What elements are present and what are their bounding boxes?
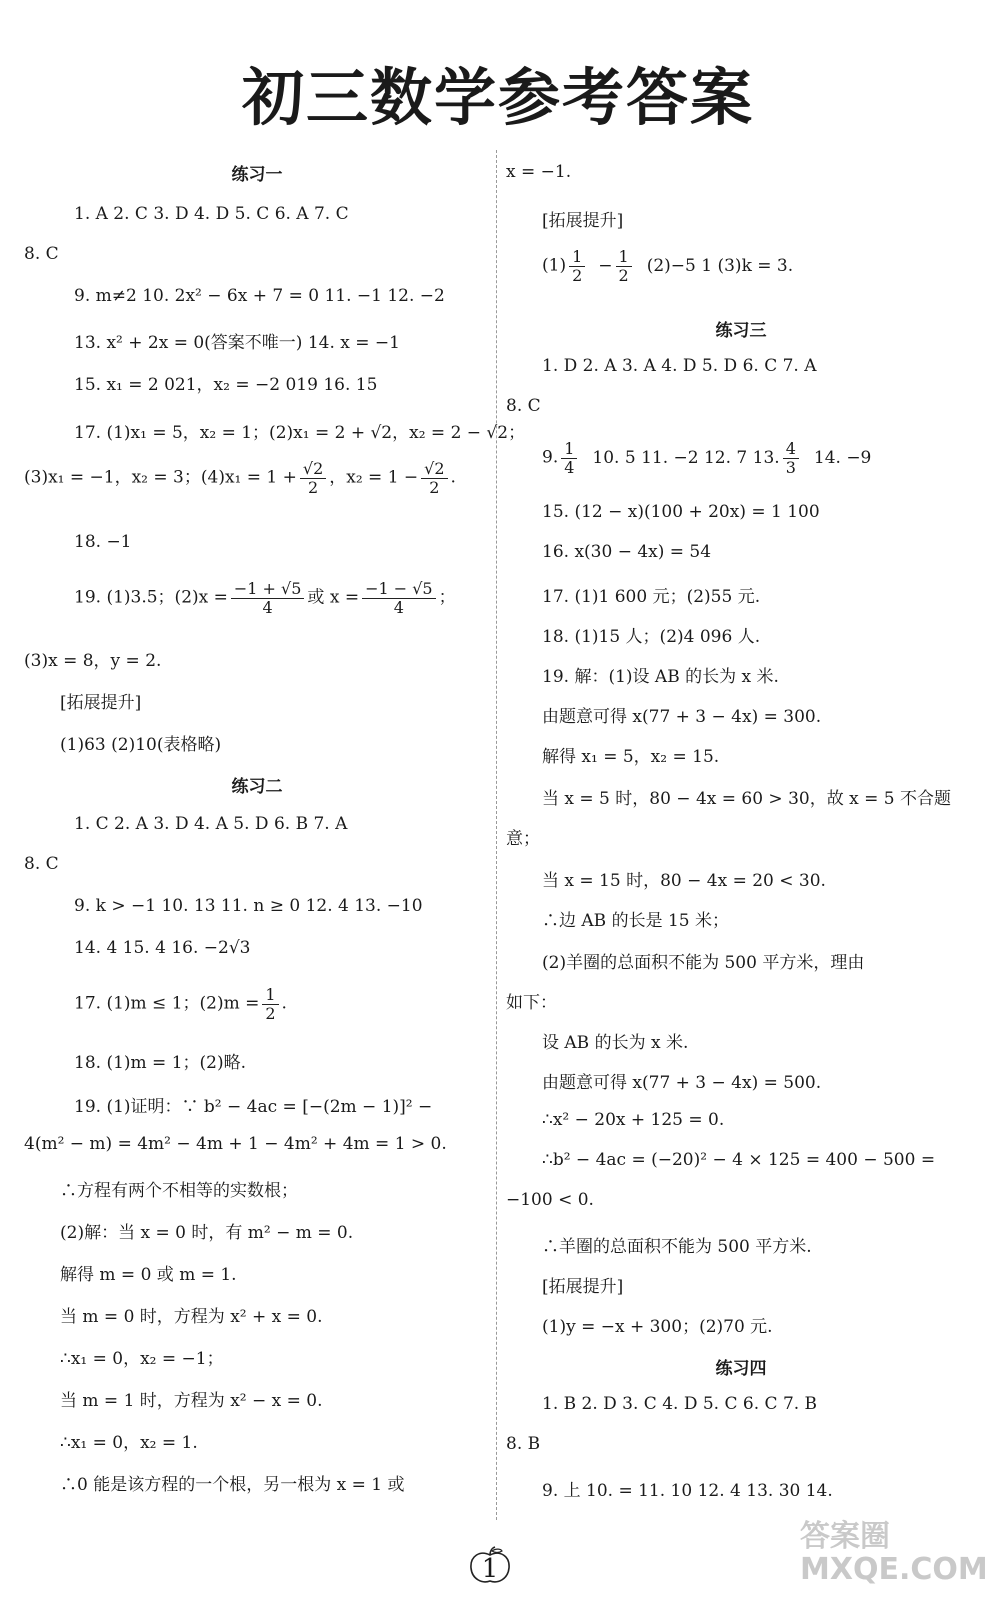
answer-line: ∴0 能是该方程的一个根，另一根为 x = 1 或 (60, 1475, 405, 1495)
numerator: 4 (783, 440, 799, 459)
answer-line: 9. m≠2 10. 2x² − 6x + 7 = 0 11. −1 12. −2 (74, 286, 445, 306)
answer-line: 当 m = 1 时，方程为 x² − x = 0. (60, 1391, 323, 1411)
answer-line: 17. (1)m ≤ 1；(2)m = $\frac{1}{2}$ . (74, 985, 287, 1023)
answer-line: 解得 m = 0 或 m = 1. (60, 1265, 237, 1285)
answer-line: 18. (1)m = 1；(2)略. (74, 1053, 246, 1073)
answer-line: 如下： (506, 993, 557, 1013)
text: − (598, 255, 613, 276)
page-number-text: 1 (481, 1554, 499, 1584)
answer-line (542, 440, 871, 476)
section-heading-1: 练习一 (231, 165, 283, 185)
denominator: 2 (265, 1003, 276, 1023)
section-subheading: [拓展提升] (542, 1277, 624, 1297)
section-heading-4: 练习四 (715, 1359, 767, 1379)
answer-line: ∴x₁ = 0，x₂ = 1. (60, 1433, 198, 1453)
answer-line: 8. B (506, 1434, 541, 1454)
answer-line: 17. (1)1 600 元；(2)55 元. (542, 587, 761, 607)
fraction (569, 248, 585, 284)
answer-line: ∴羊圈的总面积不能为 500 平方米. (542, 1237, 812, 1257)
answer-line: 当 m = 0 时，方程为 x² + x = 0. (60, 1307, 323, 1327)
fraction (362, 580, 436, 616)
fraction (783, 440, 799, 476)
denominator: 2 (618, 265, 629, 285)
numerator: √2 (421, 460, 447, 479)
denominator: 2 (307, 477, 319, 497)
answer-line: 设 AB 的长为 x 米. (542, 1033, 689, 1053)
numerator: −1 + √5 (231, 580, 305, 599)
denominator: 2 (572, 265, 583, 285)
answer-line: 意； (506, 829, 540, 849)
answer-line: 9. k > −1 10. 13 11. n ≥ 0 12. 4 13. −10 (74, 896, 423, 916)
answer-line: (3)x = 8，y = 2. (24, 651, 162, 671)
answer-line: 4(m² − m) = 4m² − 4m + 1 − 4m² + 4m = 1 > 0. (24, 1134, 447, 1154)
text: 10. 5 11. −2 12. 7 13. (592, 447, 780, 468)
column-divider (496, 150, 497, 1520)
answer-line: 17. (1)x₁ = 5，x₂ = 1；(2)x₁ = 2 + √2，x₂ = 2 − √2； (74, 423, 526, 443)
numerator: −1 − √5 (362, 580, 436, 599)
fraction (262, 986, 278, 1022)
answer-line: ∴x² − 20x + 125 = 0. (542, 1110, 725, 1130)
answer-line: ∴x₁ = 0，x₂ = −1； (60, 1349, 224, 1369)
answer-line: 16. x(30 − 4x) = 54 (542, 542, 712, 562)
numerator: 1 (262, 986, 278, 1005)
text: (2)−5 1 (3)k = 3. (646, 255, 794, 276)
text: 或 x = (307, 587, 360, 608)
answer-line: 18. (1)15 人；(2)4 096 人. (542, 627, 761, 647)
denominator: 4 (262, 597, 273, 617)
text: 9. (542, 447, 559, 468)
answer-line: (2)羊圈的总面积不能为 500 平方米，理由 (542, 953, 865, 973)
numerator: 1 (616, 248, 632, 267)
answer-line: (2)解：当 x = 0 时，有 m² − m = 0. (60, 1223, 354, 1243)
section-subheading: [拓展提升] (60, 693, 142, 713)
answer-line: (3)x₁ = −1，x₂ = 3；(4)x₁ = 1 + $\frac{√2}{2}$ ，x₂ = 1 − $\frac{√2}{2}$ . (24, 459, 456, 497)
answer-line: 8. C (24, 854, 59, 874)
answer-line: 14. 4 15. 4 16. −2√3 (74, 938, 251, 958)
fraction (561, 440, 577, 476)
answer-line: 由题意可得 x(77 + 3 − 4x) = 300. (542, 707, 822, 727)
answer-line (542, 248, 793, 284)
answer-line: ∴b² − 4ac = (−20)² − 4 × 125 = 400 − 500 = (542, 1150, 936, 1170)
fraction (231, 580, 305, 616)
page-title: 初三数学参考答案 (241, 61, 754, 134)
fraction (616, 248, 632, 284)
numerator: 1 (561, 440, 577, 459)
answer-line: x = −1. (506, 162, 572, 182)
page-number (466, 1546, 514, 1586)
answer-line: 当 x = 5 时，80 − 4x = 60 > 30，故 x = 5 不合题 (542, 789, 951, 809)
answer-line: 15. x₁ = 2 021，x₂ = −2 019 16. 15 (74, 375, 378, 395)
fraction (421, 460, 447, 496)
answer-line: 8. C (506, 396, 541, 416)
answer-line: 9. 上 10. = 11. 10 12. 4 13. 30 14. (542, 1481, 833, 1501)
answer-line: 1. C 2. A 3. D 4. A 5. D 6. B 7. A (74, 814, 348, 834)
numerator: √2 (300, 460, 326, 479)
denominator: 3 (785, 457, 796, 477)
answer-line: 1. A 2. C 3. D 4. D 5. C 6. A 7. C (74, 204, 349, 224)
answer-line: 15. (12 − x)(100 + 20x) = 1 100 (542, 502, 820, 522)
section-heading-2: 练习二 (231, 777, 283, 797)
text: (1) (542, 255, 567, 276)
denominator: 2 (429, 477, 440, 497)
text: 17. (1)m ≤ 1；(2)m = (74, 993, 260, 1014)
answer-line: 解得 x₁ = 5，x₂ = 15. (542, 747, 720, 767)
text: 19. (1)3.5；(2)x = (74, 587, 228, 608)
answer-line: 8. C (24, 244, 59, 264)
answer-line: 18. −1 (74, 532, 132, 552)
answer-line: ∴边 AB 的长是 15 米； (542, 911, 730, 931)
answer-line: −100 < 0. (506, 1190, 594, 1210)
fraction (300, 460, 326, 496)
denominator: 4 (393, 597, 404, 617)
answer-line: 1. B 2. D 3. C 4. D 5. C 6. C 7. B (542, 1394, 818, 1414)
numerator: 1 (569, 248, 585, 267)
answer-line: ∴方程有两个不相等的实数根； (60, 1181, 298, 1201)
answer-line: 19. 解：(1)设 AB 的长为 x 米. (542, 667, 779, 687)
answer-line: 19. (1)证明：∵ b² − 4ac = [−(2m − 1)]² − (74, 1097, 433, 1117)
answer-line: 由题意可得 x(77 + 3 − 4x) = 500. (542, 1073, 822, 1093)
answer-line: (1)63 (2)10(表格略) (60, 735, 222, 755)
text: 14. −9 (813, 447, 872, 468)
answer-line: 19. (1)3.5；(2)x = $\frac{-1 + √5}{4}$ 或 x = $\frac{-1 - √5}{4}$ ； (74, 579, 456, 617)
section-heading-3: 练习三 (715, 321, 767, 341)
section-subheading: [拓展提升] (542, 211, 624, 231)
text: ，x₂ = 1 − (329, 467, 419, 488)
answer-line: (1)y = −x + 300；(2)70 元. (542, 1317, 773, 1337)
text: (3)x₁ = −1，x₂ = 3；(4)x₁ = 1 + (24, 467, 297, 488)
answer-line: 1. D 2. A 3. A 4. D 5. D 6. C 7. A (542, 356, 817, 376)
answer-line: 13. x² + 2x = 0(答案不唯一) 14. x = −1 (74, 333, 400, 353)
denominator: 4 (564, 457, 575, 477)
answer-line: 当 x = 15 时，80 − 4x = 20 < 30. (542, 871, 826, 891)
watermark: 答案圈 MXQE.COM (800, 1519, 988, 1587)
